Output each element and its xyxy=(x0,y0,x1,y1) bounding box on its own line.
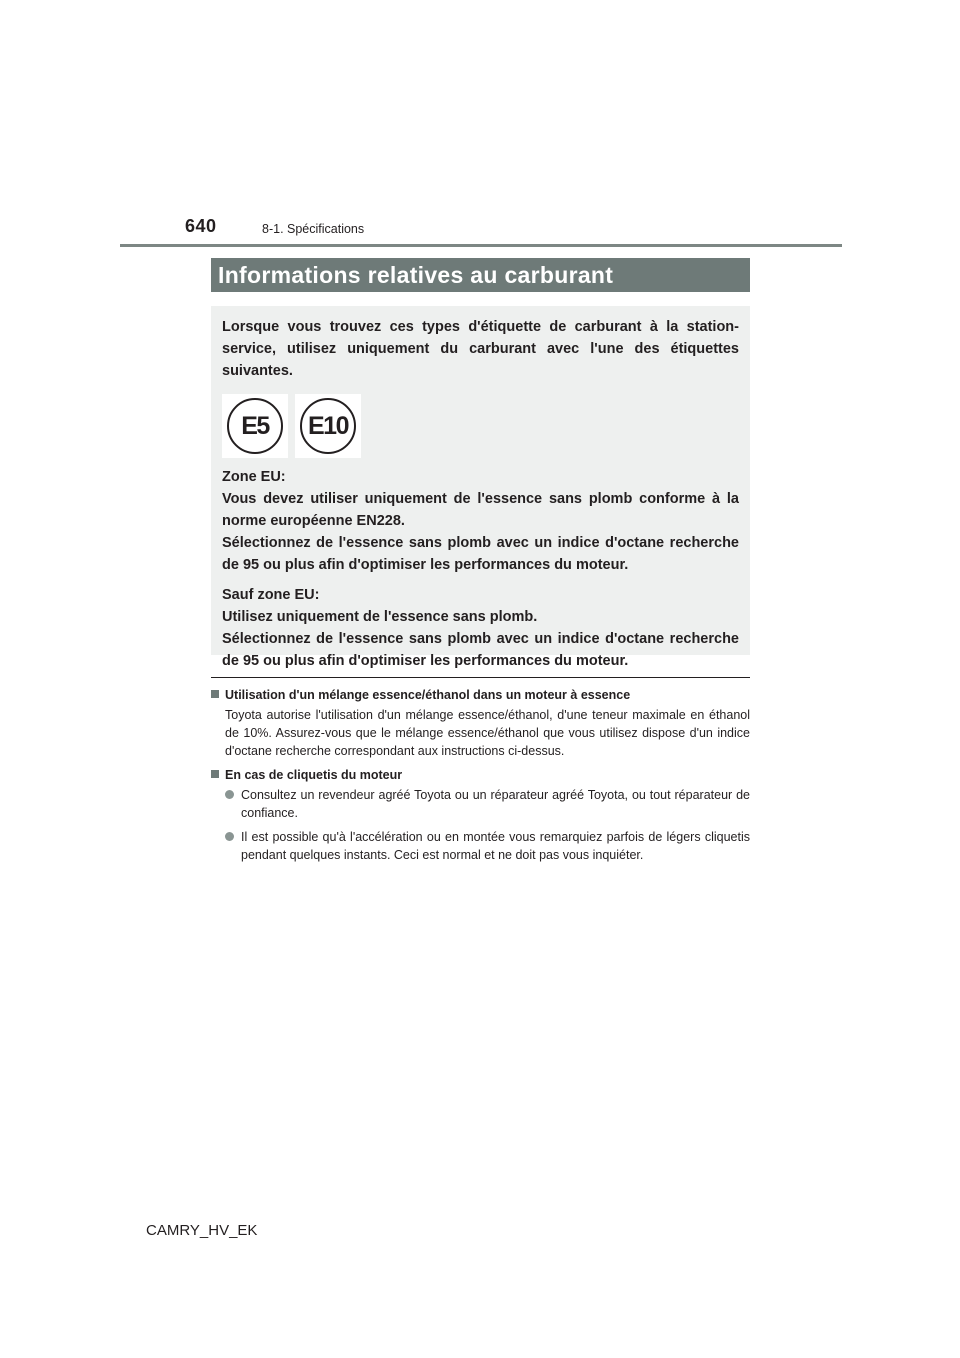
page-number: 640 xyxy=(185,216,217,236)
square-bullet-icon xyxy=(211,770,219,778)
circle-bullet-icon xyxy=(225,832,234,841)
fuel-info-box xyxy=(211,306,750,669)
info-intro: Lorsque vous trouvez ces types d'étiquette de carburant à la station-service, utilisez uniquement du carburant avec l'une des étiquettes suivantes. xyxy=(222,319,739,379)
ethanol-heading-text: Utilisation d'un mélange essence/éthanol dans un moteur à essence xyxy=(225,688,631,702)
non-eu-zone-line2: Sélectionnez de l'essence sans plomb avec un indice d'octane recherche de 95 ou plus afin d'optimiser les performances du moteur. xyxy=(222,631,739,669)
notes-divider xyxy=(211,677,750,678)
page-title: Informations relatives au carburant xyxy=(211,258,750,292)
fuel-label-e5-circle: E5 xyxy=(227,398,283,454)
ethanol-note-body: Toyota autorise l'utilisation d'un mélange essence/éthanol, d'une teneur maximale en éthanol de 10%. Assurez-vous que le mélange essence/éthanol que vous utilisez dispose d'un indice d'octane recherche correspondant aux instructions ci-dessus. xyxy=(225,708,750,758)
knocking-item-text: Il est possible qu'à l'accélération ou en montée vous remarquiez parfois de légers cliquetis pendant quelques instants. Ceci est normal et ne doit pas vous inquiéter. xyxy=(241,830,750,862)
knocking-note-heading xyxy=(211,766,750,784)
fuel-label-e5 xyxy=(222,394,288,458)
section-header: 8-1. Spécifications xyxy=(262,222,365,236)
document-code: CAMRY_HV_EK xyxy=(146,1222,258,1239)
header-rule xyxy=(120,244,842,247)
knocking-item-text: Consultez un revendeur agréé Toyota ou un réparateur agréé Toyota, ou tout réparateur de confiance. xyxy=(241,788,750,820)
fuel-label-e10-circle: E10 xyxy=(300,398,356,454)
eu-zone-heading: Zone EU: xyxy=(222,469,286,485)
circle-bullet-icon xyxy=(225,790,234,799)
list-item xyxy=(225,786,750,822)
notes-section xyxy=(211,686,750,870)
fuel-label-e10 xyxy=(295,394,361,458)
non-eu-zone-line1: Utilisez uniquement de l'essence sans plomb. xyxy=(222,609,538,625)
eu-zone-line2: Sélectionnez de l'essence sans plomb avec un indice d'octane recherche de 95 ou plus afin d'optimiser les performances du moteur. xyxy=(222,535,739,573)
list-item xyxy=(225,828,750,864)
fuel-label-row xyxy=(222,394,739,458)
square-bullet-icon xyxy=(211,690,219,698)
ethanol-note-heading xyxy=(211,686,750,704)
knocking-heading-text: En cas de cliquetis du moteur xyxy=(225,768,403,782)
eu-zone-line1: Vous devez utiliser uniquement de l'essence sans plomb conforme à la norme européenne EN228. xyxy=(222,491,739,529)
non-eu-zone-heading: Sauf zone EU: xyxy=(222,587,320,603)
